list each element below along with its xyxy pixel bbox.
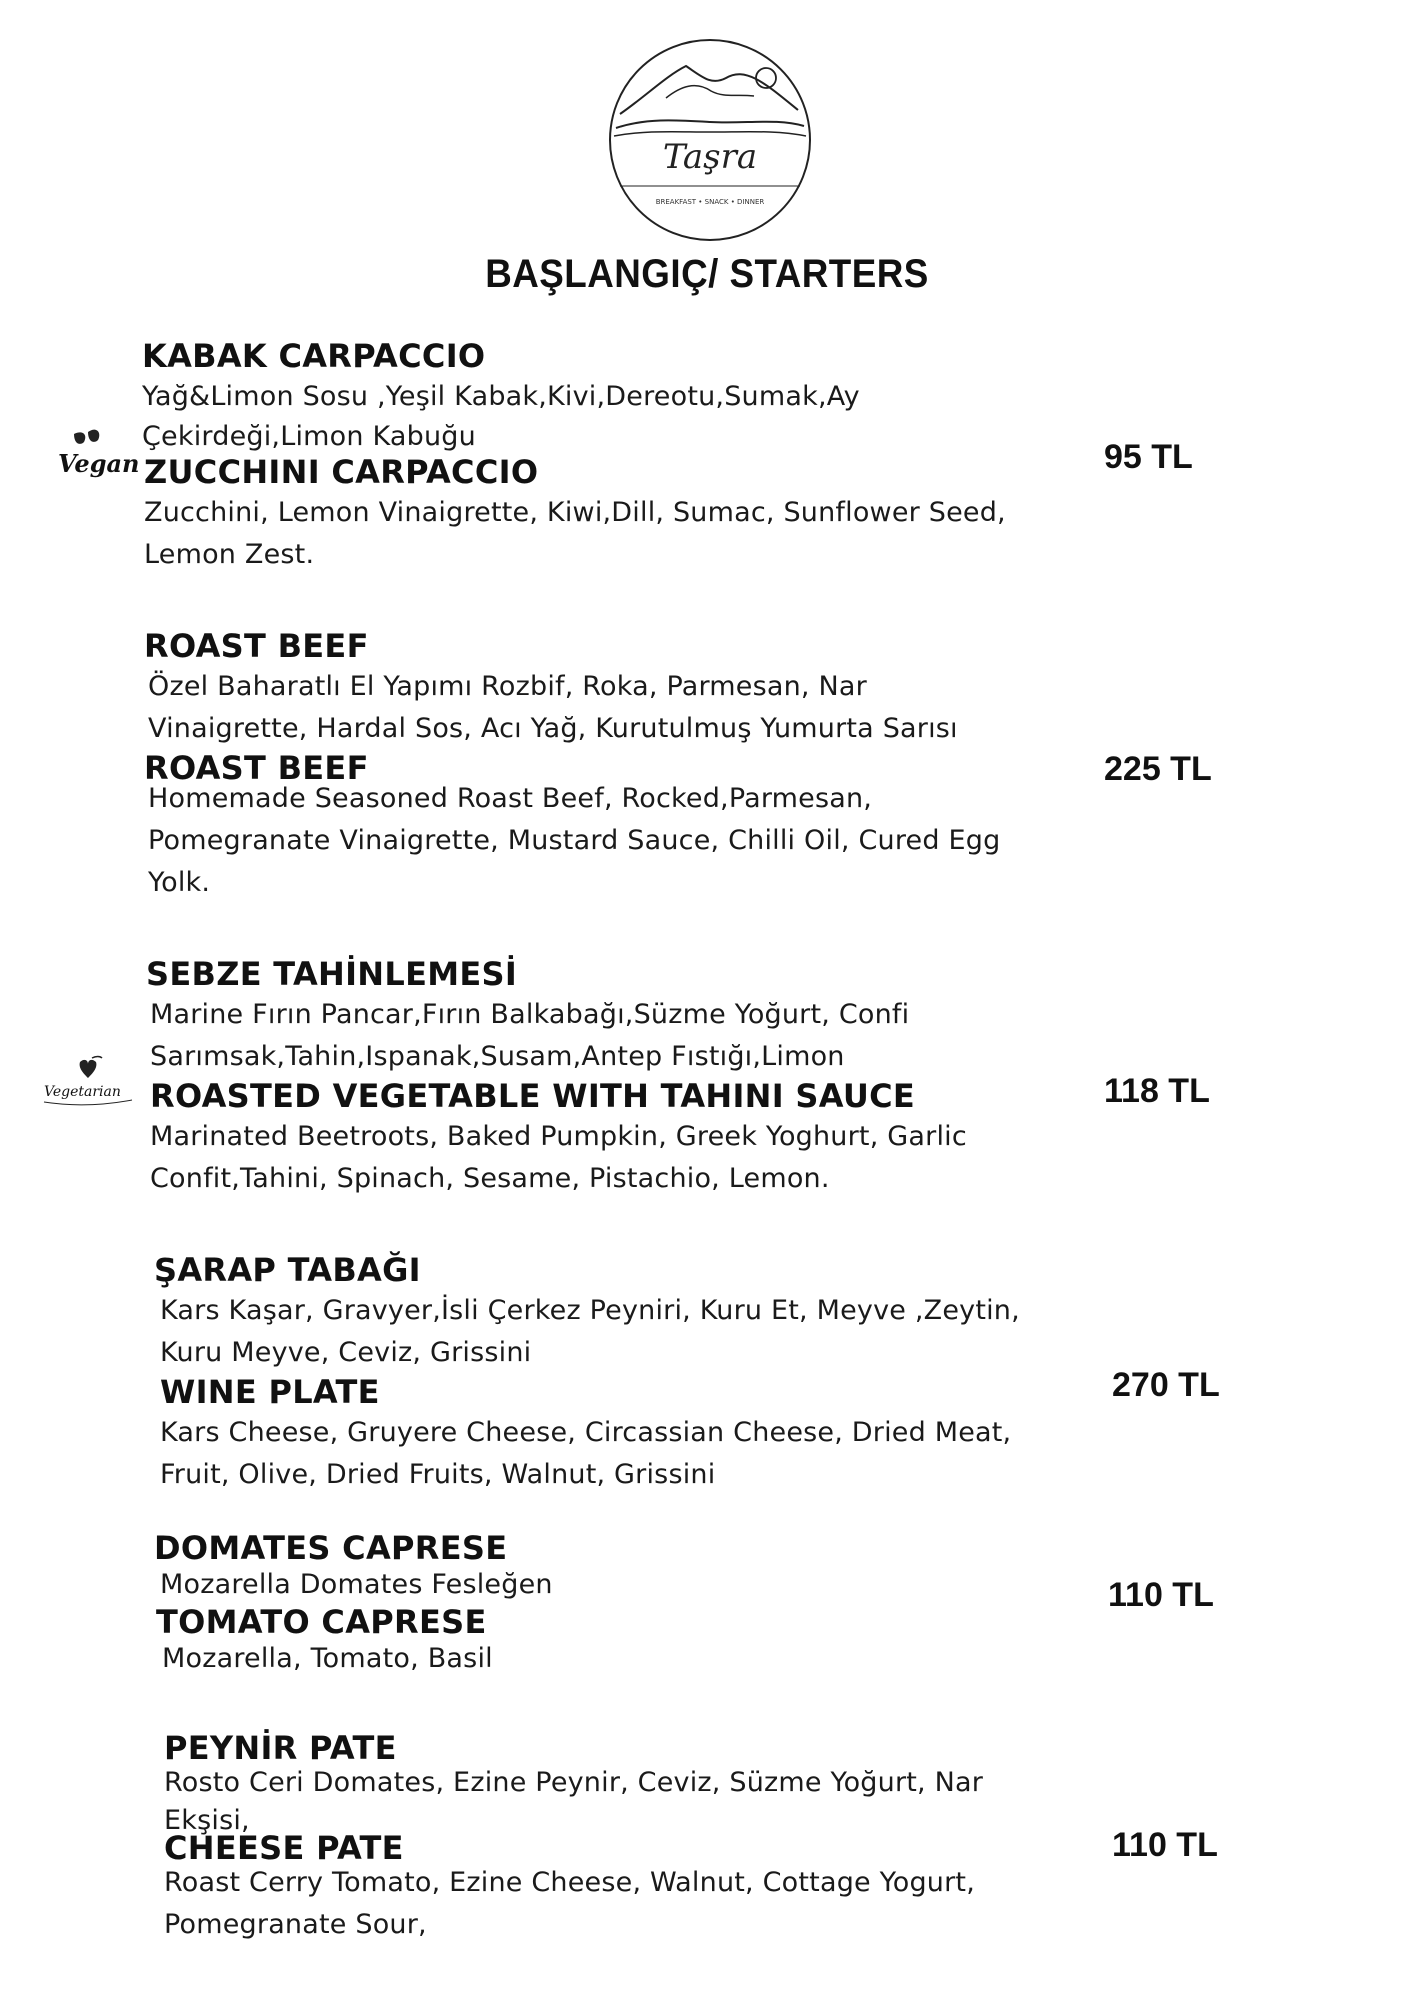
item-desc-en: Confit,Tahini, Spinach, Sesame, Pistachio, Lemon. <box>150 1163 830 1194</box>
item-desc-en: Fruit, Olive, Dried Fruits, Walnut, Grissini <box>160 1459 716 1490</box>
item-desc-tr: Marine Fırın Pancar,Fırın Balkabağı,Süzme Yoğurt, Confi <box>150 999 910 1030</box>
item-desc-tr: Ekşisi, <box>164 1805 250 1836</box>
vegetarian-icon <box>40 1056 136 1108</box>
menu-item-tomato-caprese <box>154 1528 553 1680</box>
item-desc-en: Kars Cheese, Gruyere Cheese, Circassian Cheese, Dried Meat, <box>160 1417 1012 1448</box>
item-desc-tr: Kuru Meyve, Ceviz, Grissini <box>160 1337 532 1368</box>
item-desc-tr: Çekirdeği,Limon Kabuğu <box>142 421 476 452</box>
item-name-tr: ROAST BEEF <box>144 627 369 665</box>
menu-item-zucchini-carpaccio <box>142 336 1006 576</box>
item-price: 110 TL <box>1108 1576 1214 1614</box>
item-desc-tr: Yağ&Limon Sosu ,Yeşil Kabak,Kivi,Dereotu,Sumak,Ay <box>142 381 860 412</box>
item-desc-en: Pomegranate Sour, <box>164 1909 427 1940</box>
item-name-en: ROAST BEEF <box>144 749 369 787</box>
item-desc-en: Lemon Zest. <box>144 539 315 570</box>
item-name-en: ROASTED VEGETABLE WITH TAHINI SAUCE <box>150 1077 916 1115</box>
menu-item-wine-plate <box>154 1250 1020 1496</box>
item-name-tr: PEYNİR PATE <box>164 1729 397 1767</box>
item-name-tr: KABAK CARPACCIO <box>142 337 486 375</box>
item-price: 110 TL <box>1112 1826 1218 1864</box>
item-desc-tr: Sarımsak,Tahin,Ispanak,Susam,Antep Fıstığı,Limon <box>150 1041 845 1072</box>
item-desc-en: Homemade Seasoned Roast Beef, Rocked,Parmesan, <box>148 783 873 814</box>
item-desc-en: Roast Cerry Tomato, Ezine Cheese, Walnut, Cottage Yogurt, <box>164 1867 975 1898</box>
item-desc-tr: Kars Kaşar, Gravyer,İsli Çerkez Peyniri, Kuru Et, Meyve ,Zeytin, <box>160 1295 1020 1326</box>
item-name-en: CHEESE PATE <box>164 1829 404 1867</box>
item-name-tr: ŞARAP TABAĞI <box>154 1251 421 1289</box>
item-desc-en: Zucchini, Lemon Vinaigrette, Kiwi,Dill, Sumac, Sunflower Seed, <box>144 497 1006 528</box>
logo-tagline: BREAKFAST • SNACK • DINNER <box>655 198 765 206</box>
menu-item-cheese-pate <box>164 1728 983 1946</box>
svg-text:Vegan: Vegan <box>58 449 140 478</box>
item-desc-en: Pomegranate Vinaigrette, Mustard Sauce, Chilli Oil, Cured Egg <box>148 825 1001 856</box>
item-name-en: TOMATO CAPRESE <box>156 1603 487 1641</box>
tasra-logo <box>606 36 814 244</box>
item-name-tr: SEBZE TAHİNLEMESİ <box>146 955 518 993</box>
item-desc-tr: Vinaigrette, Hardal Sos, Acı Yağ, Kurutulmuş Yumurta Sarısı <box>148 713 958 744</box>
item-name-en: ZUCCHINI CARPACCIO <box>144 453 539 491</box>
item-price: 118 TL <box>1104 1072 1210 1110</box>
item-desc-en: Marinated Beetroots, Baked Pumpkin, Greek Yoghurt, Garlic <box>150 1121 967 1152</box>
item-desc-tr: Rosto Ceri Domates, Ezine Peynir, Ceviz, Süzme Yoğurt, Nar <box>164 1767 984 1798</box>
vegan-icon <box>54 424 140 480</box>
item-price: 270 TL <box>1112 1366 1220 1404</box>
item-price: 225 TL <box>1104 750 1212 788</box>
item-price: 95 TL <box>1104 438 1193 476</box>
item-desc-tr: Mozarella Domates Fesleğen <box>160 1569 553 1600</box>
menu-item-roast-beef <box>144 626 1000 904</box>
logo-name: Taşra <box>662 137 758 177</box>
item-desc-tr: Özel Baharatlı El Yapımı Rozbif, Roka, Parmesan, Nar <box>148 671 867 702</box>
page-title: BAŞLANGIÇ/ STARTERS <box>485 252 929 296</box>
item-desc-en: Yolk. <box>148 867 211 898</box>
item-desc-en: Mozarella, Tomato, Basil <box>162 1643 493 1674</box>
svg-text:Vegetarian: Vegetarian <box>44 1084 121 1100</box>
item-name-en: WINE PLATE <box>160 1373 380 1411</box>
item-name-tr: DOMATES CAPRESE <box>154 1529 508 1567</box>
menu-item-roasted-vegetable <box>146 954 967 1200</box>
